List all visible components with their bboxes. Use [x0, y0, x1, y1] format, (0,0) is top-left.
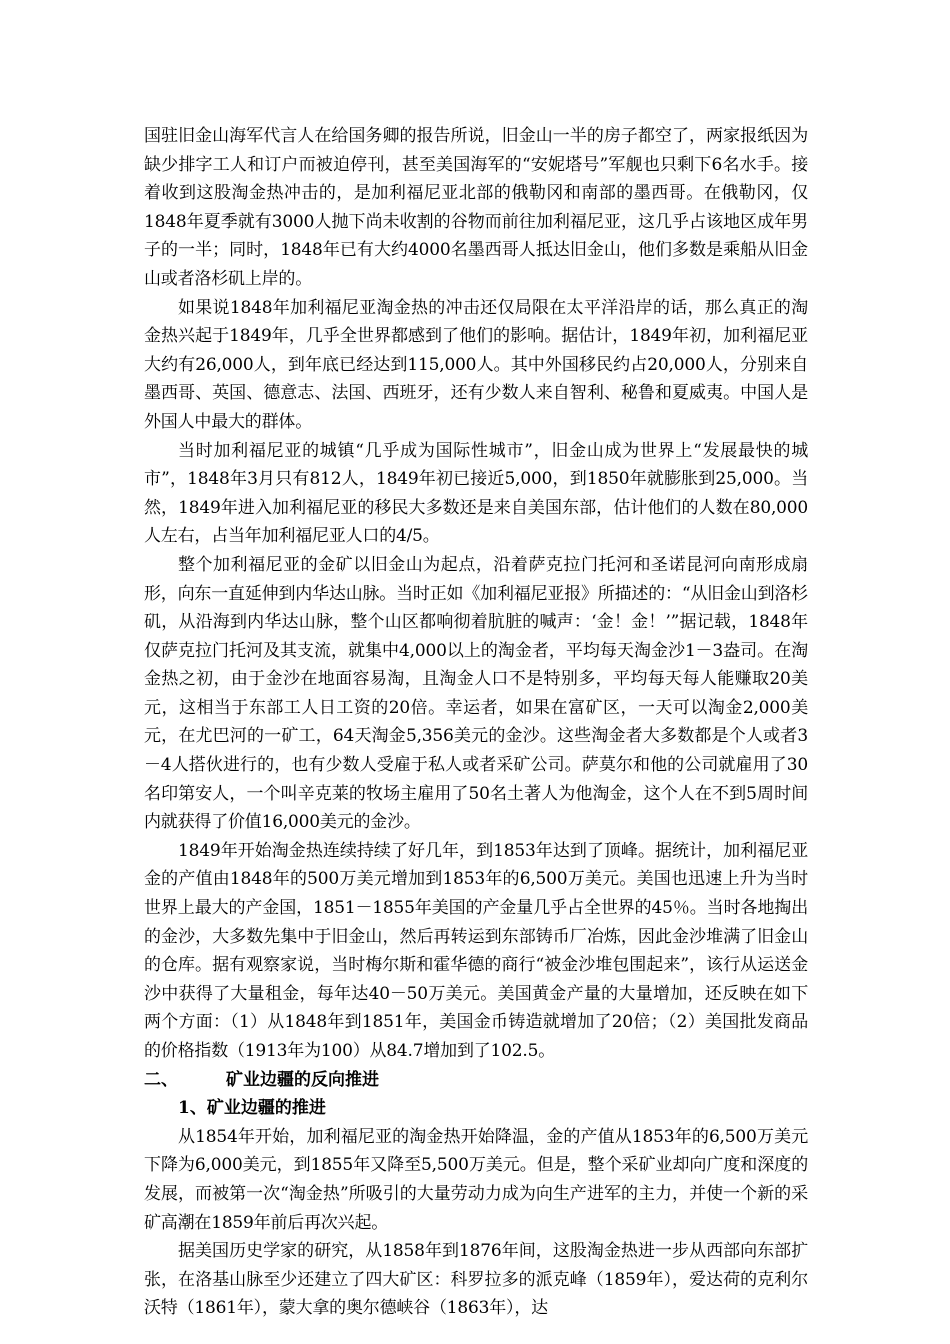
section-title: 矿业边疆的反向推进	[226, 1069, 379, 1090]
section-heading	[144, 1066, 808, 1095]
paragraph-1: 国驻旧金山海军代言人在给国务卿的报告所说，旧金山一半的房子都空了，两家报纸因为缺少排字工人和订户而被迫停刊，甚至美国海军的“安妮塔号”军舰也只剩下6名水手。接着收到这股淘金热冲击的，是加利福尼亚北部的俄勒冈和南部的墨西哥。在俄勒冈，仅1848年夏季就有3000人抛下尚未收割的谷物而前往加利福尼亚，这几乎占该地区成年男子的一半；同时，1848年已有大约4000名墨西哥人抵达旧金山，他们多数是乘船从旧金山或者洛杉矶上岸的。	[144, 126, 808, 289]
subsection-heading: 1、矿业边疆的推进	[178, 1098, 326, 1119]
document-page	[144, 122, 808, 1323]
paragraph-5: 1849年开始淘金热连续持续了好几年，到1853年达到了顶峰。据统计，加利福尼亚金的产值由1848年的500万美元增加到1853年的6,500万美元。美国也迅速上升为当时世界上最大的产金国，1851－1855年美国的产金量几乎占全世界的45％。当时各地掏出的金沙，大多数先集中于旧金山，然后再转运到东部铸币厂冶炼，因此金沙堆满了旧金山的仓库。据有观察家说，当时梅尔斯和霍华德的商行“被金沙堆包围起来”，该行从运送金沙中获得了大量租金，每年达40－50万美元。美国黄金产量的大量增加，还反映在如下两个方面：（1）从1848年到1851年，美国金币铸造就增加了20倍；（2）美国批发商品的价格指数（1913年为100）从84.7增加到了102.5。	[144, 840, 808, 1061]
paragraph-7: 据美国历史学家的研究，从1858年到1876年间，这股淘金热进一步从西部向东部扩张，在洛基山脉至少还建立了四大矿区：科罗拉多的派克峰（1859年），爱达荷的克利尔沃特（1861年），蒙大拿的奥尔德峡谷（1863年），达	[144, 1241, 808, 1319]
paragraph-2: 如果说1848年加利福尼亚淘金热的冲击还仅局限在太平洋沿岸的话，那么真正的淘金热兴起于1849年，几乎全世界都感到了他们的影响。据估计，1849年初，加利福尼亚大约有26,000人，到年底已经达到115,000人。其中外国移民约占20,000人，分别来自墨西哥、英国、德意志、法国、西班牙，还有少数人来自智利、秘鲁和夏威夷。中国人是外国人中最大的群体。	[144, 297, 808, 432]
paragraph-3: 当时加利福尼亚的城镇“几乎成为国际性城市”，旧金山成为世界上“发展最快的城市”，1848年3月只有812人，1849年初已接近5,000，到1850年就膨胀到25,000。当然，1849年进入加利福尼亚的移民大多数还是来自美国东部，估计他们的人数在80,000人左右，占当年加利福尼亚人口的4/5。	[144, 440, 808, 547]
paragraph-4: 整个加利福尼亚的金矿以旧金山为起点，沿着萨克拉门托河和圣诺昆河向南形成扇形，向东一直延伸到内华达山脉。当时正如《加利福尼亚报》所描述的：“从旧金山到洛杉矶，从沿海到内华达山脉，整个山区都响彻着肮脏的喊声：‘金！金！’”据记载，1848年仅萨克拉门托河及其支流，就集中4,000以上的淘金者，平均每天淘金沙1－3盎司。在淘金热之初，由于金沙在地面容易淘，且淘金人口不是特别多，平均每天每人能赚取20美元，这相当于东部工人日工资的20倍。幸运者，如果在富矿区，一天可以淘金2,000美元，在尤巴河的一矿工，64天淘金5,356美元的金沙。这些淘金者大多数都是个人或者3－4人搭伙进行的，也有少数人受雇于私人或者采矿公司。萨莫尔和他的公司就雇用了30名印第安人，一个叫辛克莱的牧场主雇用了50名土著人为他淘金，这个人在不到5周时间内就获得了价值16,000美元的金沙。	[144, 554, 808, 833]
section-number: 二、	[144, 1069, 178, 1090]
paragraph-6: 从1854年开始，加利福尼亚的淘金热开始降温，金的产值从1853年的6,500万美元下降为6,000美元，到1855年又降至5,500万美元。但是，整个采矿业却向广度和深度的发展，而被第一次“淘金热”所吸引的大量劳动力成为向生产进军的主力，并使一个新的采矿高潮在1859年前后再次兴起。	[144, 1126, 808, 1233]
